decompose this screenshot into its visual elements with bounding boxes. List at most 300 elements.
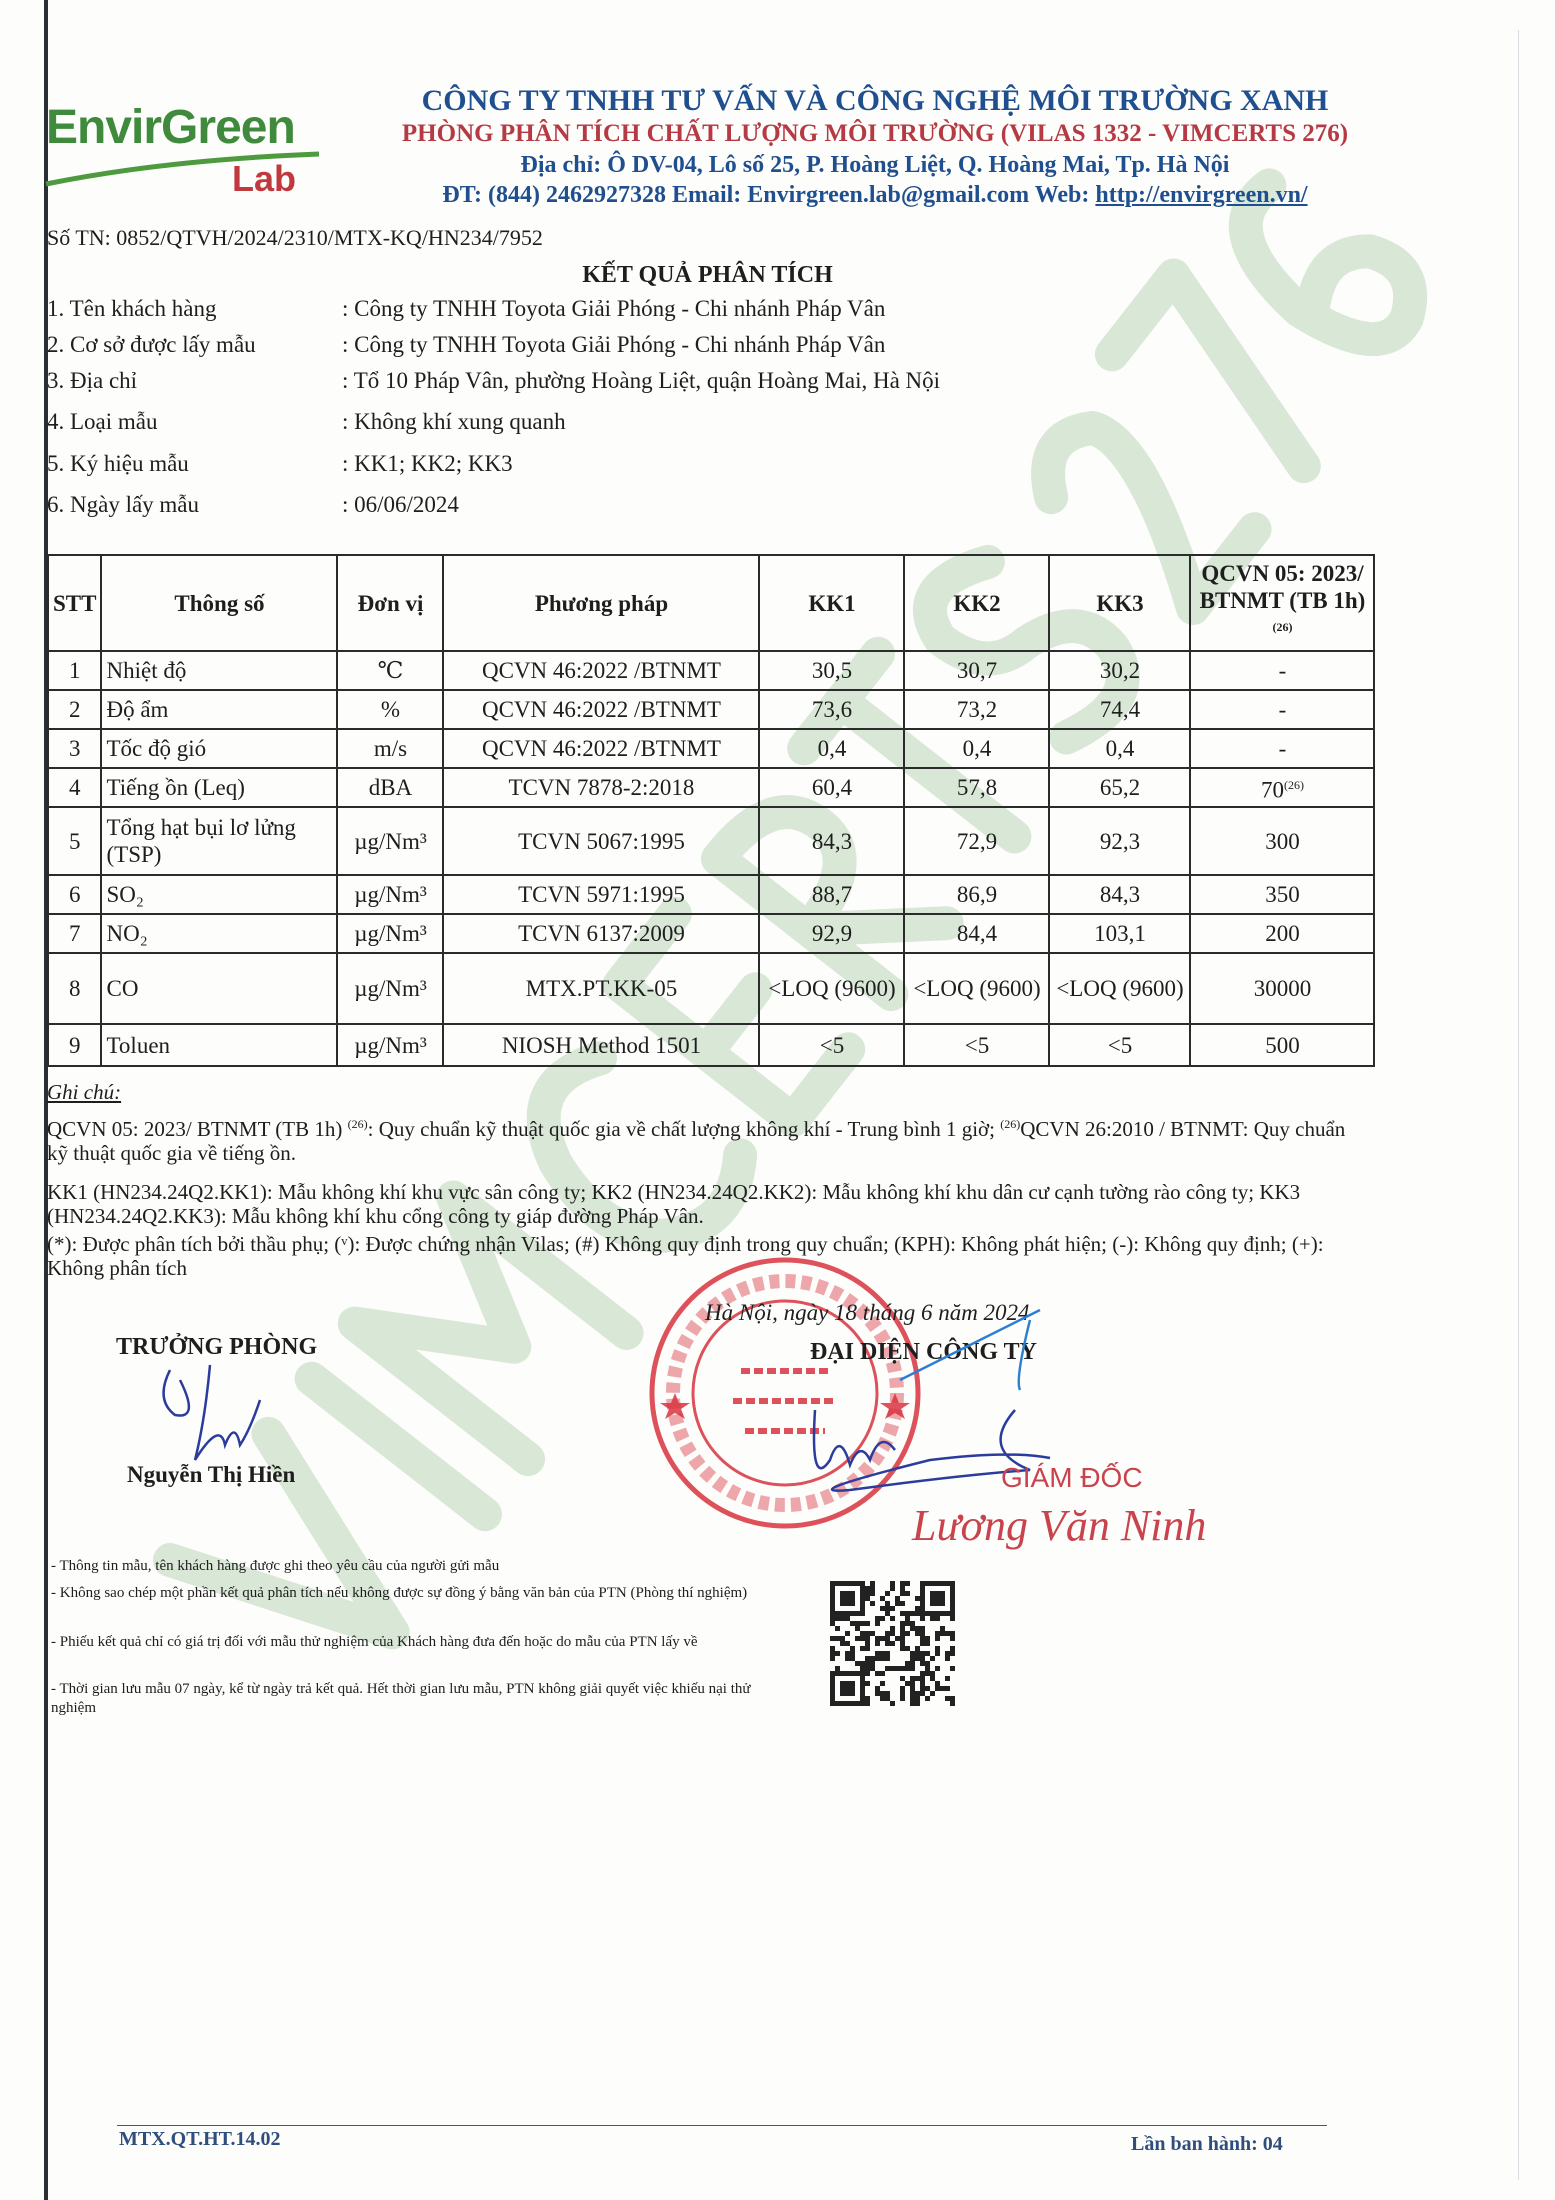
cell-text: 0,4 bbox=[817, 736, 847, 761]
qr-module bbox=[935, 1596, 940, 1601]
qr-module bbox=[920, 1631, 925, 1636]
qr-module bbox=[830, 1611, 835, 1616]
qr-module bbox=[920, 1626, 925, 1631]
qr-module bbox=[865, 1656, 870, 1661]
qr-module bbox=[935, 1666, 940, 1671]
cell-parameter bbox=[101, 651, 337, 690]
qr-module bbox=[935, 1591, 940, 1596]
cell-qcvn bbox=[1190, 1024, 1374, 1066]
website-link[interactable]: http://envirgreen.vn/ bbox=[1095, 182, 1308, 208]
qr-module bbox=[910, 1626, 915, 1631]
qr-module bbox=[920, 1591, 925, 1596]
cell-stt bbox=[48, 875, 101, 914]
cell-text: 84,3 bbox=[811, 828, 853, 854]
cell-stt bbox=[48, 914, 101, 953]
col-parameter: Thông số bbox=[101, 555, 337, 651]
qr-module bbox=[870, 1581, 875, 1586]
qr-module bbox=[860, 1581, 865, 1586]
qr-module bbox=[945, 1696, 950, 1701]
qr-module bbox=[950, 1606, 955, 1611]
qr-module bbox=[905, 1681, 910, 1686]
qr-module bbox=[860, 1691, 865, 1696]
qr-module bbox=[830, 1591, 835, 1596]
cell-kk1 bbox=[759, 807, 904, 875]
info-label: 5. Ký hiệu mẫu bbox=[47, 451, 189, 476]
qr-module bbox=[890, 1616, 895, 1621]
qr-module bbox=[930, 1591, 935, 1596]
qr-module bbox=[830, 1636, 835, 1641]
qr-module bbox=[845, 1581, 850, 1586]
qr-module bbox=[850, 1681, 855, 1686]
cell-kk3 bbox=[1049, 914, 1190, 953]
qr-module bbox=[860, 1676, 865, 1681]
cell-parameter bbox=[101, 690, 337, 729]
qr-module bbox=[930, 1611, 935, 1616]
qr-module bbox=[845, 1681, 850, 1686]
qr-module bbox=[845, 1611, 850, 1616]
qr-module bbox=[835, 1616, 840, 1621]
qr-module bbox=[940, 1631, 945, 1636]
col-qcvn bbox=[1190, 555, 1374, 651]
cell-stt bbox=[48, 807, 101, 875]
qr-module bbox=[865, 1681, 870, 1686]
cell-stt bbox=[48, 768, 101, 807]
sign-date: Hà Nội, ngày 18 tháng 6 năm 2024 bbox=[705, 1300, 1030, 1325]
qr-module bbox=[940, 1581, 945, 1586]
qr-module bbox=[920, 1671, 925, 1676]
qr-module bbox=[910, 1696, 915, 1701]
cell-text: 30000 bbox=[1253, 976, 1312, 1001]
cell-unit bbox=[337, 953, 443, 1024]
qr-module bbox=[860, 1681, 865, 1686]
qr-module bbox=[875, 1671, 880, 1676]
qr-module bbox=[940, 1626, 945, 1631]
qr-module bbox=[835, 1701, 840, 1706]
qr-module bbox=[875, 1641, 880, 1646]
cell-text: 350 bbox=[1265, 882, 1300, 907]
logo-lab: Lab bbox=[232, 158, 297, 199]
cell-text: TCVN 7878-2:2018 bbox=[508, 775, 695, 800]
cell-text: 1 bbox=[68, 658, 81, 683]
qr-module bbox=[910, 1666, 915, 1671]
qcvn-header-sup: (26) bbox=[1272, 620, 1293, 635]
qr-module bbox=[950, 1616, 955, 1621]
cell-method bbox=[443, 807, 759, 875]
cell-unit bbox=[337, 914, 443, 953]
qr-module bbox=[945, 1651, 950, 1656]
cell-text: µg/Nm³ bbox=[354, 828, 427, 854]
cell-text: ℃ bbox=[377, 658, 404, 683]
qr-module bbox=[845, 1641, 850, 1646]
cell-text: µg/Nm³ bbox=[354, 1032, 427, 1058]
qr-module bbox=[855, 1636, 860, 1641]
qr-module bbox=[915, 1651, 920, 1656]
qr-module bbox=[915, 1676, 920, 1681]
qr-module bbox=[840, 1581, 845, 1586]
table-row bbox=[48, 875, 1374, 914]
qr-module bbox=[950, 1581, 955, 1586]
table-row bbox=[48, 729, 1374, 768]
qr-module bbox=[890, 1641, 895, 1646]
cell-unit bbox=[337, 1024, 443, 1066]
qr-module bbox=[915, 1611, 920, 1616]
qr-module bbox=[950, 1696, 955, 1701]
document-title: KẾT QUẢ PHÂN TÍCH bbox=[582, 262, 833, 288]
cell-text: 3 bbox=[68, 736, 81, 761]
qr-module bbox=[880, 1691, 885, 1696]
cell-text: 6 bbox=[68, 882, 81, 907]
qr-module bbox=[830, 1686, 835, 1691]
info-value: : KK1; KK2; KK3 bbox=[342, 451, 513, 476]
qr-module bbox=[900, 1686, 905, 1691]
qr-module bbox=[885, 1641, 890, 1646]
qr-module bbox=[850, 1671, 855, 1676]
cell-text: TCVN 6137:2009 bbox=[518, 921, 685, 946]
cell-kk2 bbox=[904, 953, 1049, 1024]
qr-module bbox=[900, 1581, 905, 1586]
qr-module bbox=[920, 1606, 925, 1611]
qr-module bbox=[875, 1686, 880, 1691]
qr-module bbox=[900, 1696, 905, 1701]
qr-module bbox=[905, 1611, 910, 1616]
qr-module bbox=[880, 1696, 885, 1701]
qr-module bbox=[865, 1646, 870, 1651]
qr-module bbox=[865, 1636, 870, 1641]
qr-module bbox=[845, 1601, 850, 1606]
cell-text: NO₂ bbox=[106, 921, 148, 946]
qr-module bbox=[860, 1696, 865, 1701]
qr-module bbox=[860, 1611, 865, 1616]
qr-module bbox=[925, 1581, 930, 1586]
qr-module bbox=[830, 1586, 835, 1591]
cell-text: µg/Nm³ bbox=[354, 882, 427, 907]
qr-module bbox=[840, 1701, 845, 1706]
qr-module bbox=[865, 1621, 870, 1626]
qr-module bbox=[830, 1701, 835, 1706]
cell-kk2 bbox=[904, 914, 1049, 953]
qr-module bbox=[865, 1631, 870, 1636]
qr-module bbox=[840, 1611, 845, 1616]
cell-parameter bbox=[101, 1024, 337, 1066]
qr-module bbox=[900, 1676, 905, 1681]
qr-module bbox=[900, 1601, 905, 1606]
qr-module bbox=[880, 1671, 885, 1676]
qr-module bbox=[845, 1671, 850, 1676]
table-row bbox=[48, 1024, 1374, 1066]
cell-kk2 bbox=[904, 875, 1049, 914]
company-address: Địa chỉ: Ô DV-04, Lô số 25, P. Hoàng Liệt, Q. Hoàng Mai, Tp. Hà Nội bbox=[520, 152, 1230, 178]
qr-module bbox=[830, 1676, 835, 1681]
cell-text: TCVN 5971:1995 bbox=[518, 882, 685, 907]
qr-module bbox=[860, 1596, 865, 1601]
qr-module bbox=[830, 1601, 835, 1606]
qr-module bbox=[920, 1651, 925, 1656]
note-samples: KK1 (HN234.24Q2.KK1): Mẫu không khí khu vực sân công ty; KK2 (HN234.24Q2.KK2): Mẫu không khí khu dân cư cạnh tường rào công ty; KK3 (HN234.24Q2.KK3): Mẫu không khí khu cổng công ty giáp đường Pháp Vân. bbox=[47, 1180, 1301, 1228]
qr-module bbox=[900, 1586, 905, 1591]
qr-module bbox=[860, 1586, 865, 1591]
qr-module bbox=[885, 1651, 890, 1656]
qr-module bbox=[880, 1616, 885, 1621]
qr-module bbox=[885, 1696, 890, 1701]
cell-sup: (26) bbox=[1283, 777, 1304, 792]
qr-module bbox=[945, 1686, 950, 1691]
qr-module bbox=[950, 1666, 955, 1671]
cell-kk1 bbox=[759, 875, 904, 914]
cell-kk3 bbox=[1049, 875, 1190, 914]
cell-text: NIOSH Method 1501 bbox=[501, 1032, 702, 1058]
cell-method bbox=[443, 768, 759, 807]
note-text: QCVN 26:2010 / BTNMT: Quy chuẩn kỹ thuật quốc gia về tiếng ồn. bbox=[47, 1117, 1346, 1165]
qr-module bbox=[940, 1596, 945, 1601]
cell-parameter bbox=[101, 953, 337, 1024]
cell-text: Tổng hạt bụi lơ lửng (TSP) bbox=[106, 815, 296, 867]
qr-module bbox=[930, 1581, 935, 1586]
qr-module bbox=[880, 1596, 885, 1601]
qr-module bbox=[865, 1641, 870, 1646]
note-text: : Quy chuẩn kỹ thuật quốc gia về chất lượng không khí - Trung bình 1 giờ; bbox=[367, 1117, 1001, 1141]
qr-module bbox=[840, 1641, 845, 1646]
cell-text: 500 bbox=[1265, 1032, 1300, 1058]
qr-module bbox=[845, 1701, 850, 1706]
right-signer-title: ĐẠI DIỆN CÔNG TY bbox=[810, 1339, 1037, 1365]
table-row bbox=[48, 651, 1374, 690]
cell-method bbox=[443, 914, 759, 953]
qr-module bbox=[940, 1611, 945, 1616]
contact-text: ĐT: (844) 2462927328 Email: Envirgreen.lab@gmail.com Web: bbox=[442, 182, 1096, 208]
qr-module bbox=[865, 1591, 870, 1596]
qr-module bbox=[895, 1666, 900, 1671]
qr-module bbox=[950, 1701, 955, 1706]
cell-text: 5 bbox=[68, 828, 81, 854]
qr-module bbox=[865, 1701, 870, 1706]
qr-module bbox=[900, 1691, 905, 1696]
qr-module bbox=[895, 1601, 900, 1606]
qr-module bbox=[850, 1701, 855, 1706]
qr-module bbox=[840, 1616, 845, 1621]
qr-module bbox=[850, 1621, 855, 1626]
cell-text: <LOQ (9600) bbox=[1056, 976, 1184, 1001]
qr-module bbox=[885, 1611, 890, 1616]
qr-module bbox=[900, 1611, 905, 1616]
cell-text: <LOQ (9600) bbox=[913, 976, 1041, 1001]
qr-module bbox=[870, 1631, 875, 1636]
qr-module bbox=[850, 1646, 855, 1651]
cell-kk3 bbox=[1049, 768, 1190, 807]
qr-module bbox=[925, 1641, 930, 1646]
qcvn-header-text: QCVN 05: 2023/ BTNMT (TB 1h) bbox=[1199, 561, 1366, 614]
qr-module bbox=[860, 1631, 865, 1636]
note-symbols: (*): Được phân tích bởi thầu phụ; (ᵛ): Được chứng nhận Vilas; (#) Không quy định trong quy chuẩn; (KPH): Không phát hiện; (-): Không quy định; (+): Không phân tích bbox=[47, 1232, 1324, 1280]
qr-module bbox=[845, 1591, 850, 1596]
info-value: : Tổ 10 Pháp Vân, phường Hoàng Liệt, quận Hoàng Mai, Hà Nội bbox=[342, 368, 941, 393]
qr-module bbox=[910, 1661, 915, 1666]
cell-text: 73,6 bbox=[811, 697, 853, 722]
department: PHÒNG PHÂN TÍCH CHẤT LƯỢNG MÔI TRƯỜNG (VILAS 1332 - VIMCERTS 276) bbox=[401, 120, 1349, 147]
qr-module bbox=[875, 1691, 880, 1696]
qr-module bbox=[875, 1616, 880, 1621]
cell-qcvn bbox=[1190, 807, 1374, 875]
qr-module bbox=[840, 1601, 845, 1606]
qr-module bbox=[875, 1656, 880, 1661]
qr-module bbox=[840, 1681, 845, 1686]
qr-module bbox=[950, 1631, 955, 1636]
qr-module bbox=[855, 1671, 860, 1676]
cell-text: QCVN 46:2022 /BTNMT bbox=[482, 658, 721, 683]
qr-module bbox=[905, 1621, 910, 1626]
qr-module bbox=[885, 1631, 890, 1636]
right-signer-name: Lương Văn Ninh bbox=[912, 1501, 1207, 1550]
qr-module bbox=[910, 1681, 915, 1686]
cell-text: 0,4 bbox=[1105, 736, 1135, 761]
qr-module bbox=[945, 1631, 950, 1636]
cell-text: m/s bbox=[373, 736, 408, 761]
qr-module bbox=[840, 1636, 845, 1641]
info-label: 4. Loại mẫu bbox=[47, 409, 158, 434]
qr-module bbox=[950, 1601, 955, 1606]
qr-module bbox=[890, 1701, 895, 1706]
qr-module bbox=[935, 1611, 940, 1616]
cell-text: 2 bbox=[68, 697, 81, 722]
qr-module bbox=[925, 1611, 930, 1616]
info-value: : Công ty TNHH Toyota Giải Phóng - Chi nhánh Pháp Vân bbox=[342, 332, 886, 357]
cell-text: 57,8 bbox=[956, 775, 998, 800]
qr-module bbox=[900, 1621, 905, 1626]
cell-text: µg/Nm³ bbox=[354, 976, 427, 1001]
info-value: : 06/06/2024 bbox=[342, 492, 459, 517]
cell-qcvn bbox=[1190, 914, 1374, 953]
qr-module bbox=[835, 1636, 840, 1641]
qr-module bbox=[950, 1586, 955, 1591]
qr-module bbox=[860, 1666, 865, 1671]
cell-text: 73,2 bbox=[956, 697, 998, 722]
qr-module bbox=[905, 1646, 910, 1651]
qr-module bbox=[935, 1651, 940, 1656]
qr-module bbox=[915, 1606, 920, 1611]
cell-text: 74,4 bbox=[1099, 697, 1141, 722]
cell-qcvn bbox=[1190, 651, 1374, 690]
qr-module bbox=[850, 1611, 855, 1616]
qr-module bbox=[925, 1671, 930, 1676]
qr-module bbox=[855, 1581, 860, 1586]
qr-module bbox=[910, 1611, 915, 1616]
qr-module bbox=[890, 1606, 895, 1611]
qr-module bbox=[915, 1691, 920, 1696]
cell-text: <5 bbox=[1107, 1032, 1133, 1058]
cell-kk1 bbox=[759, 651, 904, 690]
qr-module bbox=[850, 1691, 855, 1696]
cell-kk3 bbox=[1049, 651, 1190, 690]
qr-module bbox=[920, 1616, 925, 1621]
cell-kk3 bbox=[1049, 729, 1190, 768]
cell-kk2 bbox=[904, 729, 1049, 768]
qr-module bbox=[910, 1651, 915, 1656]
qr-module bbox=[875, 1651, 880, 1656]
qr-module bbox=[840, 1691, 845, 1696]
qr-module bbox=[830, 1696, 835, 1701]
qr-module bbox=[850, 1686, 855, 1691]
cell-kk2 bbox=[904, 690, 1049, 729]
qr-module bbox=[935, 1636, 940, 1641]
qr-module bbox=[925, 1696, 930, 1701]
qr-module bbox=[830, 1596, 835, 1601]
cell-method bbox=[443, 953, 759, 1024]
qr-module bbox=[940, 1591, 945, 1596]
qr-module bbox=[855, 1621, 860, 1626]
qr-module bbox=[930, 1616, 935, 1621]
cell-text: QCVN 46:2022 /BTNMT bbox=[482, 697, 721, 722]
qr-module bbox=[930, 1656, 935, 1661]
qr-module bbox=[890, 1626, 895, 1631]
cell-kk3 bbox=[1049, 1024, 1190, 1066]
qr-module bbox=[945, 1581, 950, 1586]
cell-kk1 bbox=[759, 1024, 904, 1066]
cell-text: 200 bbox=[1265, 921, 1300, 946]
cell-text: QCVN 46:2022 /BTNMT bbox=[482, 736, 721, 761]
qr-module bbox=[940, 1601, 945, 1606]
cell-text: Nhiệt độ bbox=[106, 658, 187, 683]
company-contact bbox=[330, 182, 1420, 209]
qr-module bbox=[855, 1701, 860, 1706]
cell-unit bbox=[337, 807, 443, 875]
qr-module bbox=[850, 1581, 855, 1586]
col-stt: STT bbox=[48, 555, 101, 651]
table-row bbox=[48, 914, 1374, 953]
cell-unit bbox=[337, 690, 443, 729]
qr-module bbox=[935, 1581, 940, 1586]
left-signer-title: TRƯỞNG PHÒNG bbox=[116, 1334, 318, 1360]
qr-module bbox=[900, 1631, 905, 1636]
qr-module bbox=[910, 1686, 915, 1691]
scan-right-edge bbox=[1518, 30, 1519, 2180]
qr-module bbox=[925, 1651, 930, 1656]
qr-module bbox=[950, 1596, 955, 1601]
qr-module bbox=[940, 1686, 945, 1691]
qr-module bbox=[830, 1606, 835, 1611]
cell-qcvn bbox=[1190, 875, 1374, 914]
qr-module bbox=[855, 1626, 860, 1631]
info-value: : Không khí xung quanh bbox=[342, 409, 566, 434]
qr-module bbox=[860, 1601, 865, 1606]
qr-module bbox=[835, 1611, 840, 1616]
qr-module bbox=[910, 1656, 915, 1661]
cell-text: Tốc độ gió bbox=[106, 736, 207, 761]
qr-module bbox=[915, 1596, 920, 1601]
qr-module bbox=[925, 1666, 930, 1671]
qr-module bbox=[845, 1691, 850, 1696]
qr-module bbox=[935, 1646, 940, 1651]
cell-kk2 bbox=[904, 807, 1049, 875]
qr-module bbox=[935, 1616, 940, 1621]
cell-text: 92,9 bbox=[811, 921, 853, 946]
qr-module bbox=[835, 1671, 840, 1676]
cell-text: 65,2 bbox=[1099, 775, 1141, 800]
cell-text: 92,3 bbox=[1099, 828, 1141, 854]
qr-module bbox=[920, 1636, 925, 1641]
col-unit: Đơn vị bbox=[337, 555, 443, 651]
left-signer-name: Nguyễn Thị Hiền bbox=[127, 1462, 296, 1487]
qr-module bbox=[860, 1701, 865, 1706]
cell-parameter bbox=[101, 768, 337, 807]
qr-module bbox=[860, 1606, 865, 1611]
cell-text: <LOQ (9600) bbox=[768, 976, 896, 1001]
note-sup: (26) bbox=[1000, 1117, 1021, 1131]
cell-text: - bbox=[1278, 658, 1287, 683]
cell-kk2 bbox=[904, 768, 1049, 807]
qr-module bbox=[880, 1636, 885, 1641]
qr-module bbox=[860, 1661, 865, 1666]
cell-text: - bbox=[1278, 736, 1287, 761]
qr-module bbox=[835, 1626, 840, 1631]
